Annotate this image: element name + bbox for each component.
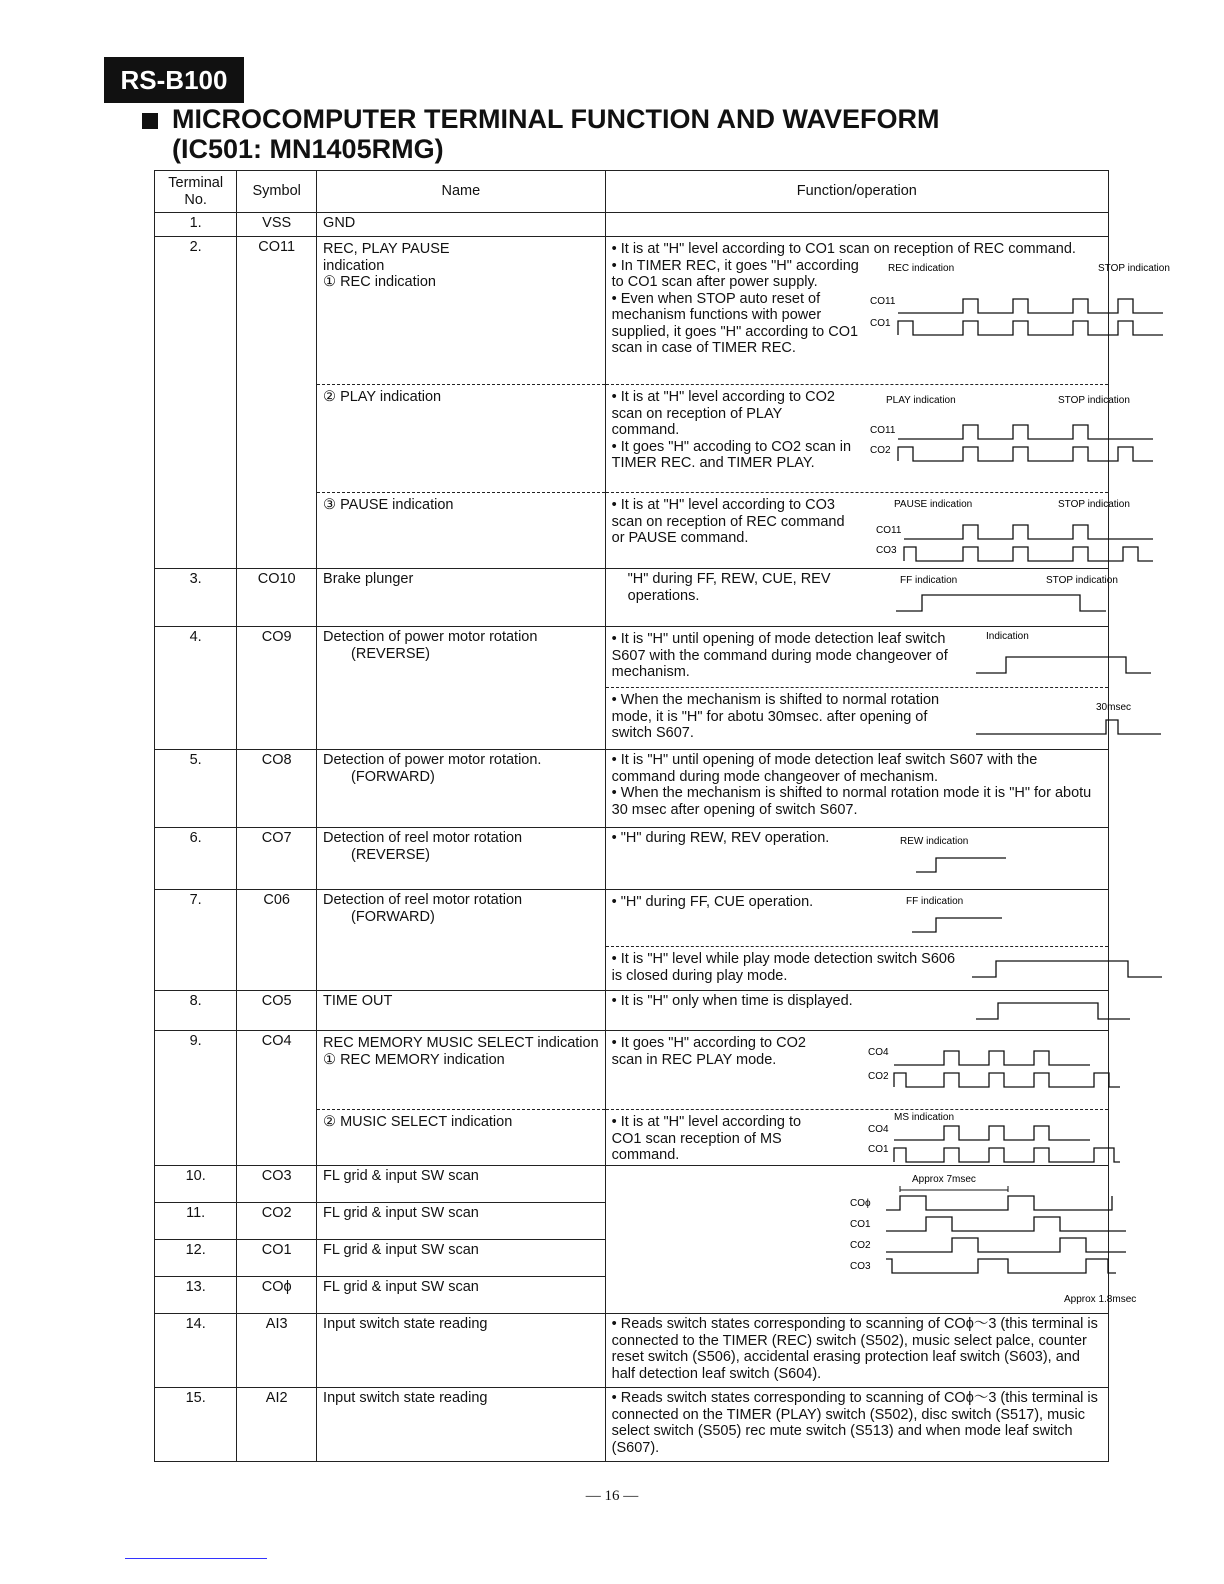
- function-text: • It is "H" level while play mode detection switch S606 is closed during play mode.: [611, 951, 956, 984]
- function: [605, 627, 1131, 750]
- function-text: • It is at "H" level according to CO2 scan on reception of PLAY command.: [611, 389, 835, 438]
- terminal-no: 5.: [155, 750, 237, 828]
- sig-label: CO1: [867, 1144, 889, 1155]
- table-row: [155, 991, 1109, 1031]
- wf-label: Approx 7msec: [911, 1174, 976, 1185]
- name-text: Detection of reel motor rotation: [323, 892, 523, 908]
- function-text: • It is at "H" level according to CO1 scan reception of MS command.: [611, 1114, 802, 1163]
- terminal-no: 12.: [155, 1240, 237, 1277]
- wf-label: STOP indication: [1097, 263, 1170, 274]
- function-text: • Even when STOP auto reset of mechanism functions with power supplied, it goes "H" according to CO1 scan in case of TIMER REC.: [611, 290, 859, 356]
- symbol: AI3: [237, 1314, 317, 1388]
- terminal-no: 7.: [155, 890, 237, 991]
- function-text: "H" during FF, REW, CUE, REV operations.: [627, 571, 831, 604]
- name: [317, 828, 606, 890]
- wf-label: MS indication: [893, 1112, 954, 1123]
- name-text: Detection of reel motor rotation: [323, 830, 523, 846]
- header-symbol: Symbol: [237, 171, 317, 213]
- table-row: [155, 890, 1109, 991]
- sig-label: CO4: [867, 1047, 889, 1058]
- time-out-waveform: [970, 995, 1150, 1027]
- header-name: Name: [317, 171, 606, 213]
- name: [317, 750, 606, 828]
- function: [605, 1031, 1108, 1166]
- symbol: CO1: [237, 1240, 317, 1277]
- sub-name-rec: ① REC indication: [323, 274, 436, 290]
- terminal-no: 15.: [155, 1388, 237, 1462]
- function: [605, 828, 1108, 890]
- function: • Reads switch states corresponding to scanning of COϕ～3 (this terminal is connected to the TIMER (REC) switch (S502), music select palce, counter reset switch (S506), accidental erasing protection leaf switch (S603), and half detection leaf switch (S604).: [605, 1314, 1108, 1388]
- symbol: CO8: [237, 750, 317, 828]
- terminal-no: 3.: [155, 569, 237, 627]
- title-line-1: MICROCOMPUTER TERMINAL FUNCTION AND WAVEFORM: [172, 104, 940, 134]
- table-row: [155, 828, 1109, 890]
- sig-label: CO11: [869, 425, 896, 436]
- scan-timing-waveform: [846, 1168, 1146, 1308]
- function-text: • It is "H" until opening of mode detection leaf switch S607 with the command during mode changeover of mechanism.: [611, 631, 948, 680]
- symbol: CO4: [237, 1031, 317, 1166]
- table-row: [155, 237, 1109, 569]
- name: [317, 237, 606, 569]
- function-text: • It is at "H" level according to CO3 scan on reception of REC command or PAUSE command.: [611, 497, 845, 546]
- play-detect-waveform: [966, 951, 1186, 987]
- sig-label: CO2: [849, 1240, 871, 1251]
- symbol: AI2: [237, 1388, 317, 1462]
- sub-name-play: ② PLAY indication: [317, 384, 605, 492]
- symbol: CO10: [237, 569, 317, 627]
- wf-label: PAUSE indication: [893, 499, 972, 510]
- function-text: • It is "H" only when time is displayed.: [611, 993, 853, 1009]
- name-text: (REVERSE): [351, 846, 431, 863]
- function-text: • It is at "H" level according to CO1 scan on reception of REC command.: [611, 241, 1076, 257]
- wf-label: STOP indication: [1045, 575, 1118, 586]
- symbol: CO3: [237, 1166, 317, 1203]
- name-text: (REVERSE): [351, 645, 431, 662]
- sig-label: COϕ: [849, 1198, 871, 1209]
- function-text: • "H" during FF, CUE operation.: [611, 894, 814, 910]
- name-text: Detection of power motor rotation.: [323, 752, 542, 768]
- name: Brake plunger: [317, 569, 606, 627]
- function-text: • It goes "H" accoding to CO2 scan in TIMER REC. and TIMER PLAY.: [611, 438, 852, 471]
- terminal-no: 14.: [155, 1314, 237, 1388]
- terminal-no: 1.: [155, 213, 237, 237]
- header-terminal: Terminal No.: [155, 171, 237, 213]
- wf-label: 30msec: [1095, 702, 1131, 713]
- wf-label: REC indication: [887, 263, 954, 274]
- wf-label: REW indication: [899, 836, 968, 847]
- sig-label: CO2: [869, 445, 891, 456]
- name-text: Detection of power motor rotation: [323, 629, 538, 645]
- name: Input switch state reading: [317, 1314, 606, 1388]
- sig-label: CO11: [869, 296, 896, 307]
- terminal-no: 10.: [155, 1166, 237, 1203]
- function: [605, 213, 1108, 237]
- table-row: [155, 1314, 1109, 1388]
- wf-label: PLAY indication: [885, 395, 956, 406]
- table-row: [155, 1388, 1109, 1462]
- wf-label: Approx 1.8msec: [1063, 1294, 1136, 1305]
- name-text: (FORWARD): [351, 768, 435, 785]
- page-number: — 16 —: [585, 1488, 639, 1504]
- name: [317, 890, 606, 991]
- function: [605, 991, 1108, 1031]
- function-text: • It goes "H" according to CO2 scan in REC PLAY mode.: [611, 1035, 806, 1068]
- sig-label: CO3: [849, 1261, 871, 1272]
- symbol: CO2: [237, 1203, 317, 1240]
- music-select-waveform: [864, 1110, 1184, 1166]
- function-text: • When the mechanism is shifted to normal rotation mode it is "H" for abotu 30 msec after opening of switch S607.: [611, 785, 1092, 818]
- header-function: Function/operation: [605, 171, 1108, 213]
- terminal-no: 4.: [155, 627, 237, 750]
- name: FL grid & input SW scan: [317, 1240, 606, 1277]
- symbol: CO7: [237, 828, 317, 890]
- title-line-2: (IC501: MN1405RMG): [172, 134, 444, 164]
- sig-label: CO2: [867, 1071, 889, 1082]
- symbol: CO11: [237, 237, 317, 569]
- function-text: • It is "H" until opening of mode detection leaf switch S607 with the command during mode changeover of mechanism.: [611, 752, 1038, 785]
- symbol: CO5: [237, 991, 317, 1031]
- wf-label: Indication: [985, 631, 1029, 642]
- symbol: C06: [237, 890, 317, 991]
- footer-rule: [125, 1558, 267, 1559]
- terminal-no: 13.: [155, 1277, 237, 1314]
- bullet-square-icon: [142, 113, 158, 129]
- name: [317, 1031, 606, 1166]
- name: [317, 627, 606, 750]
- table-row: [155, 750, 1109, 828]
- name: Input switch state reading: [317, 1388, 606, 1462]
- sig-label: CO1: [869, 318, 891, 329]
- name: TIME OUT: [317, 991, 606, 1031]
- wf-label: STOP indication: [1057, 395, 1130, 406]
- table-header-row: [155, 171, 1109, 213]
- ff-waveform: [902, 892, 1052, 942]
- pause-waveform: [868, 495, 1198, 567]
- brake-waveform: [886, 571, 1186, 621]
- sig-label: CO1: [849, 1219, 871, 1230]
- symbol: CO9: [237, 627, 317, 750]
- name-text: REC, PLAY PAUSE indication: [323, 241, 450, 274]
- model-badge: RS-B100: [104, 57, 244, 103]
- function-scan-waveform: [605, 1166, 1136, 1314]
- name: GND: [317, 213, 606, 237]
- terminal-no: 8.: [155, 991, 237, 1031]
- reverse-waveform: [966, 627, 1196, 685]
- terminal-no: 2.: [155, 237, 237, 569]
- sub-name-pause: ③ PAUSE indication: [317, 492, 605, 568]
- function-text: • "H" during REW, REV operation.: [611, 830, 830, 846]
- function: [605, 750, 1108, 828]
- table-row: [155, 1031, 1109, 1166]
- function-text: • In TIMER REC, it goes "H" according to CO1 scan after power supply.: [611, 257, 859, 290]
- wf-label: FF indication: [899, 575, 957, 586]
- rew-waveform: [896, 832, 1046, 882]
- sig-label: CO4: [867, 1124, 889, 1135]
- table-row: [155, 627, 1109, 750]
- symbol: VSS: [237, 213, 317, 237]
- terminal-no: 6.: [155, 828, 237, 890]
- rec-waveform: [868, 259, 1198, 349]
- terminal-no: 9.: [155, 1031, 237, 1166]
- function: • Reads switch states corresponding to scanning of COϕ～3 (this terminal is connected on the TIMER (PLAY) switch (S502), disc switch (S517), music select switch (S505) rec mute switch (S513) and when mode leaf switch (S607).: [605, 1388, 1108, 1462]
- function: [605, 237, 1170, 569]
- function: [605, 890, 1108, 991]
- name-text: REC MEMORY MUSIC SELECT indication: [323, 1035, 599, 1051]
- function-text: • When the mechanism is shifted to normal rotation mode, it is "H" for abotu 30msec. after opening of switch S607.: [611, 692, 940, 741]
- sig-label: CO11: [875, 525, 902, 536]
- terminal-function-table: [154, 170, 1170, 1462]
- name-text: (FORWARD): [351, 908, 435, 925]
- wf-label: STOP indication: [1057, 499, 1130, 510]
- name: FL grid & input SW scan: [317, 1166, 606, 1203]
- rec-memory-waveform: [864, 1037, 1184, 1105]
- name: FL grid & input SW scan: [317, 1277, 606, 1314]
- wf-label: FF indication: [905, 896, 963, 907]
- function: [605, 569, 1118, 627]
- table-row: [155, 569, 1109, 627]
- play-waveform: [868, 391, 1198, 471]
- sub-name-music-select: ② MUSIC SELECT indication: [317, 1109, 605, 1165]
- sig-label: CO3: [875, 545, 897, 556]
- terminal-no: 11.: [155, 1203, 237, 1240]
- table-row: [155, 213, 1109, 237]
- 30msec-waveform: [966, 690, 1196, 746]
- name: FL grid & input SW scan: [317, 1203, 606, 1240]
- sub-name-rec-memory: ① REC MEMORY indication: [323, 1051, 505, 1068]
- symbol: COϕ: [237, 1277, 317, 1314]
- table-row: [155, 1166, 1109, 1203]
